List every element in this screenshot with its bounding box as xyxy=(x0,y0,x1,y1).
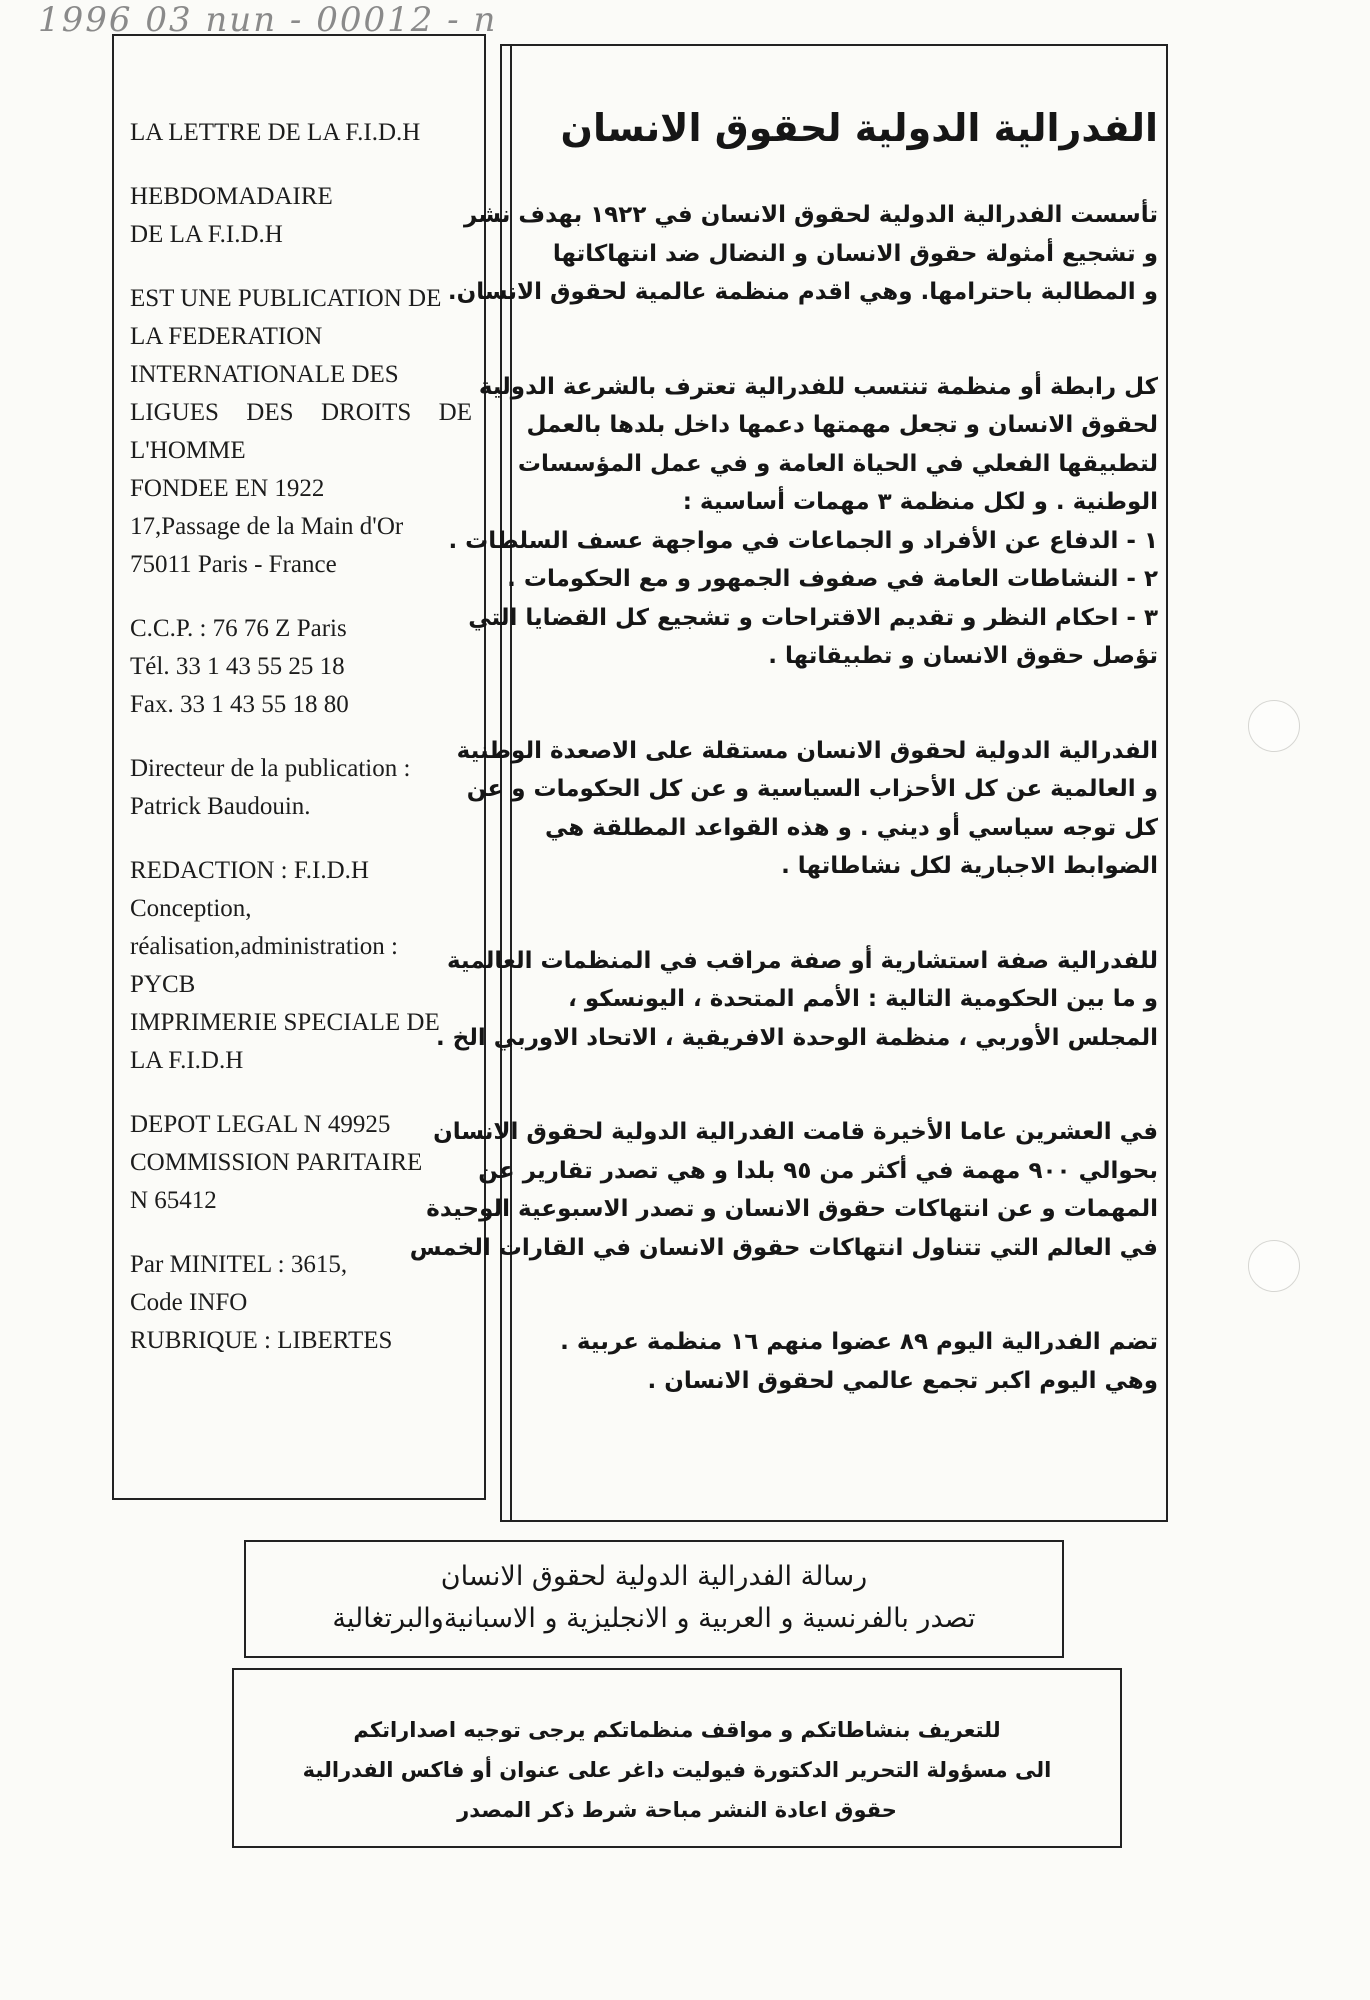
info-line: Fax. 33 1 43 55 18 80 xyxy=(130,691,349,718)
info-line: 17,Passage de la Main d'Or xyxy=(130,513,404,540)
arabic-line: وهي اليوم اكبر تجمع عالمي لحقوق الانسان . xyxy=(647,1367,1158,1394)
info-line: Conception, xyxy=(130,895,252,922)
fidh-arabic-panel xyxy=(409,44,1168,1522)
info-block xyxy=(130,610,472,724)
arabic-line: تأسست الفدرالية الدولية لحقوق الانسان في ١٩٢٢ بهدف نشر xyxy=(464,202,1158,228)
info-line: DEPOT LEGAL N 49925 xyxy=(130,1111,391,1138)
info-line: Code INFO xyxy=(130,1289,248,1316)
info-line: LIGUES DES DROITS DE xyxy=(130,399,472,426)
info-line: LA FEDERATION xyxy=(130,323,323,350)
arabic-line: تضم الفدرالية اليوم ٨٩ عضوا منهم ١٦ منظمة عربية . xyxy=(560,1329,1158,1355)
info-line: C.C.P. : 76 76 Z Paris xyxy=(130,615,347,642)
arabic-paragraph xyxy=(435,942,1158,1058)
info-line: N 65412 xyxy=(130,1187,217,1214)
panel-title: الفدرالية الدولية لحقوق الانسان xyxy=(560,106,1158,150)
arabic-line: لحقوق الانسان و تجعل مهمتها دعمها داخل بلدها بالعمل xyxy=(526,412,1158,438)
arabic-paragraph xyxy=(448,368,1158,676)
publication-info-panel xyxy=(112,34,486,1500)
arabic-paragraph xyxy=(447,196,1158,312)
arabic-line: ٣ - احكام النظر و تقديم الاقتراحات و تشجيع كل القضايا التي xyxy=(468,604,1158,631)
arabic-line: المجلس الأوربي ، منظمة الوحدة الافريقية ، الاتحاد الاوربي الخ . xyxy=(435,1024,1158,1051)
info-line: FONDEE EN 1922 xyxy=(130,475,325,502)
info-line: RUBRIQUE : LIBERTES xyxy=(130,1327,393,1354)
info-block xyxy=(130,852,472,1080)
info-line: Directeur de la publication : xyxy=(130,755,411,782)
info-block xyxy=(130,280,472,584)
arabic-line: ٢ - النشاطات العامة في صفوف الجمهور و مع الحكومات . xyxy=(507,566,1158,592)
arabic-line: تؤصل حقوق الانسان و تطبيقاتها . xyxy=(768,643,1158,669)
info-line: IMPRIMERIE SPECIALE DE xyxy=(130,1009,440,1036)
info-line: INTERNATIONALE DES xyxy=(130,361,399,388)
info-line: LA F.I.D.H xyxy=(130,1047,244,1074)
info-line: HEBDOMADAIRE xyxy=(130,183,333,210)
arabic-line: في العالم التي تتناول انتهاكات حقوق الانسان في القارات الخمس xyxy=(409,1234,1158,1261)
contact-line: حقوق اعادة النشر مباحة شرط ذكر المصدر xyxy=(457,1798,897,1822)
info-block xyxy=(130,178,472,254)
arabic-line: المهمات و عن انتهاكات حقوق الانسان و تصدر الاسبوعية الوحيدة xyxy=(426,1196,1158,1222)
contact-line: الى مسؤولة التحرير الدكتورة فيوليت داغر على عنوان أو فاكس الفدرالية xyxy=(302,1758,1052,1782)
arabic-line: الفدرالية الدولية لحقوق الانسان مستقلة على الاصعدة الوطنية xyxy=(456,737,1158,764)
info-block xyxy=(130,114,472,152)
info-line: 75011 Paris - France xyxy=(130,551,337,578)
arabic-line: كل رابطة أو منظمة تنتسب للفدرالية تعترف بالشرعة الدولية xyxy=(478,373,1158,400)
arabic-paragraph xyxy=(518,1323,1158,1400)
info-line: Par MINITEL : 3615, xyxy=(130,1251,348,1278)
punch-hole xyxy=(1248,1240,1300,1292)
contact-notice xyxy=(232,1668,1122,1848)
arabic-line: لتطبيقها الفعلي في الحياة العامة و في عمل المؤسسات xyxy=(517,450,1158,477)
panel-body xyxy=(409,196,1158,1456)
contact-line: للتعريف بنشاطاتكم و مواقف منظماتكم يرجى توجيه اصداراتكم xyxy=(353,1718,1001,1742)
arabic-line: للفدرالية صفة استشارية أو صفة مراقب في المنظمات العالمية xyxy=(446,947,1158,974)
info-line: L'HOMME xyxy=(130,437,246,464)
languages-line: تصدر بالفرنسية و العربية و الانجليزية و الاسبانيةوالبرتغالية xyxy=(332,1603,976,1634)
punch-hole xyxy=(1248,700,1300,752)
info-line: Tél. 33 1 43 55 25 18 xyxy=(130,653,345,680)
arabic-line: ١ - الدفاع عن الأفراد و الجماعات في مواجهة عسف السلطات . xyxy=(448,527,1158,554)
arabic-line: و العالمية عن كل الأحزاب السياسية و عن كل الحكومات و عن xyxy=(466,776,1158,802)
info-line: EST UNE PUBLICATION DE xyxy=(130,285,442,312)
arabic-line: و ما بين الحكومية التالية : الأمم المتحدة ، اليونسكو ، xyxy=(568,986,1158,1012)
info-line: DE LA F.I.D.H xyxy=(130,221,283,248)
arabic-line: و المطالبة باحترامها. وهي اقدم منظمة عالمية لحقوق الانسان. xyxy=(447,279,1158,305)
arabic-line: الوطنية . و لكل منظمة ٣ مهمات أساسية : xyxy=(682,489,1158,515)
arabic-line: كل توجه سياسي أو ديني . و هذه القواعد المطلقة هي xyxy=(544,814,1158,841)
arabic-line: في العشرين عاما الأخيرة قامت الفدرالية الدولية لحقوق الانسان xyxy=(433,1119,1158,1145)
languages-notice xyxy=(244,1540,1064,1658)
info-line: PYCB xyxy=(130,971,196,998)
arabic-line: الضوابط الاجبارية لكل نشاطاتها . xyxy=(781,853,1158,879)
info-line: COMMISSION PARITAIRE xyxy=(130,1149,423,1176)
arabic-paragraph xyxy=(456,732,1158,886)
info-block xyxy=(130,1106,472,1220)
info-line: Patrick Baudouin. xyxy=(130,793,311,820)
info-line: réalisation,administration : xyxy=(130,933,398,960)
info-line: LA LETTRE DE LA F.I.D.H xyxy=(130,119,421,146)
arabic-line: بحوالي ٩٠٠ مهمة في أكثر من ٩٥ بلدا و هي تصدر تقارير عن xyxy=(478,1157,1158,1184)
info-line: REDACTION : F.I.D.H xyxy=(130,857,369,884)
arabic-line: و تشجيع أمثولة حقوق الانسان و النضال ضد انتهاكاتها xyxy=(552,240,1158,267)
archive-code-handwritten: 1996 03 nun - 00012 - n xyxy=(38,0,498,40)
languages-line: رسالة الفدرالية الدولية لحقوق الانسان xyxy=(440,1561,868,1592)
arabic-paragraph xyxy=(409,1113,1158,1267)
info-block xyxy=(130,750,472,826)
